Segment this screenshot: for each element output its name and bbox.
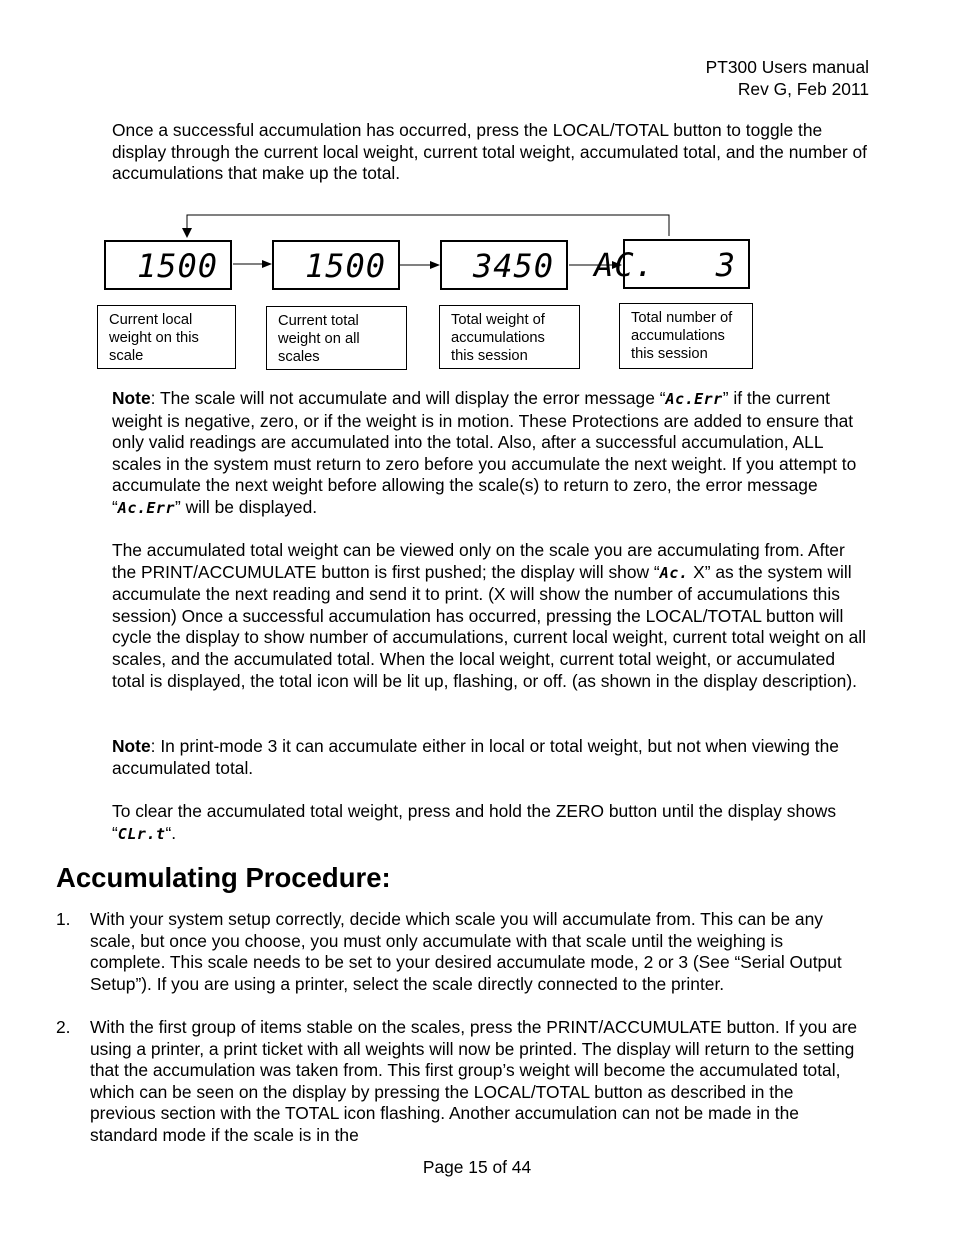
return-loop-line — [187, 215, 669, 236]
manual-title: PT300 Users manual — [705, 57, 869, 77]
display-accumulated-total — [440, 240, 568, 290]
note-label: Note — [112, 736, 151, 756]
step-text: With your system setup correctly, decide which scale you will accumulate from. This can be any scale, but once you choose, you must only accumulate with that scale until the weighing is complete. This scale needs to be set to your desired accumulate mode, 2 or 3 (See “Serial Output Setup”). If you are using a printer, select the scale directly connected to the printer. — [90, 909, 842, 994]
section-heading: Accumulating Procedure: — [56, 862, 391, 893]
display-digits: 1500 — [304, 247, 386, 285]
caption-accumulation-count: Total number of accumulations this session — [619, 303, 753, 369]
display-code: Ac. — [659, 563, 689, 582]
display-accumulation-count — [594, 239, 750, 289]
clear-total-paragraph: To clear the accumulated total weight, press and hold the ZERO button until the display shows “CLr.t“. — [112, 801, 837, 843]
page-number: Page 15 of 44 — [422, 1157, 532, 1177]
caption-total-weight: Current total weight on all scales — [266, 306, 407, 370]
display-digits: AC. 3 — [594, 246, 736, 284]
step-text: With the first group of items stable on the scales, press the PRINT/ACCUMULATE button. If you are using a printer, a print ticket with all weights will now be printed. The display will return to the setting that the accumulation was taken from. This first group’s weight will become the accumulated total, which can be seen on the display by pressing the LOCAL/TOTAL button as described in the previous section with the TOTAL icon flashing. Another accumulation can not be made in the standard mode if the scale is in the — [90, 1017, 858, 1145]
error-code: Ac.Err — [665, 390, 723, 408]
note-print-mode: Note: In print-mode 3 it can accumulate either in local or total weight, but not when viewing the accumulated total. — [112, 736, 839, 778]
caption-local-weight: Current local weight on this scale — [97, 305, 236, 369]
note-label: Note — [112, 388, 151, 408]
error-code: Ac.Err — [117, 498, 175, 517]
revision: Rev G, Feb 2011 — [737, 78, 869, 99]
return-loop-arrowhead — [182, 228, 192, 238]
note-error-message: Note: The scale will not accumulate and will display the error message “Ac.Err” if the current weight is negative, zero, or if the weight is in motion. These Protections are added to ensure that only valid readings are accumulated into the total. Also, after a successful accumulation, ALL scales in the system must return to zero before you accumulate the next weight. If you attempt to accumulate the next weight before allowing the scale(s) to return to zero, the error message “Ac.Err” will be displayed. — [112, 388, 857, 517]
display-digits: 3450 — [472, 247, 554, 285]
step-number: 1. — [56, 909, 71, 929]
display-digits: 1500 — [136, 247, 218, 285]
display-code: CLr.t — [117, 824, 166, 843]
intro-paragraph: Once a successful accumulation has occurred, press the LOCAL/TOTAL button to toggle the display through the current local weight, current total weight, accumulated total, and the number of accumulations that make up the total. — [112, 120, 867, 184]
caption-accumulated-total: Total weight of accumulations this session — [439, 305, 580, 369]
step-number: 2. — [56, 1017, 71, 1037]
accumulated-total-paragraph: The accumulated total weight can be viewed only on the scale you are accumulating from. After the PRINT/ACCUMULATE button is first pushed; the display will show “Ac. X” as the system will accumulate the next reading and send it to print. (X will show the number of accumulations this session) Once a successful accumulation has occurred, pressing the LOCAL/TOTAL button will cycle the display to show number of accumulations, current local weight, current total weight on all scales, and the accumulated total. When the local weight, current total weight, or accumulated total is displayed, the total icon will be lit up, flashing, or off. (as shown in the display description). — [112, 540, 866, 691]
display-total-weight — [272, 240, 400, 290]
display-local-weight — [104, 240, 232, 290]
